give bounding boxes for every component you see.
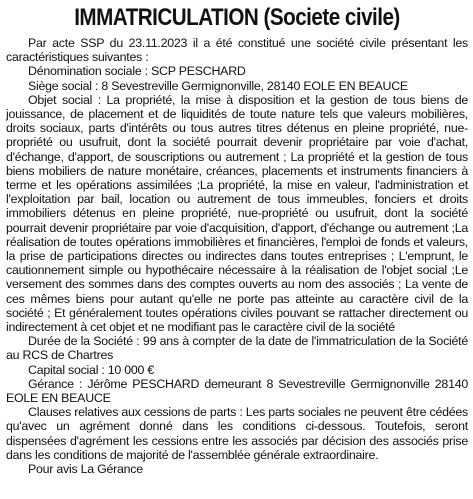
intro-paragraph: Par acte SSP du 23.11.2023 il a été constitué une société civile présentant les caractéristiques suivantes : (6, 36, 468, 65)
registered-office-line: Siège social : 8 Sevestreville Germignonville, 28140 EOLE EN BEAUCE (28, 78, 408, 93)
share-transfer-clause-paragraph: Clauses relatives aux cessions de parts : Les parts sociales ne peuvent être cédées qu'avec un agrément donné dans les conditions ci-dessous. Toutefois, seront dispensées d'agrément les cessions entre les associés par décision des associés prise dans les conditions de majorité de l'assemblée générale extraordinaire. (6, 405, 468, 462)
company-name-line: Dénomination sociale : SCP PESCHARD (28, 64, 246, 79)
notice-body (6, 36, 468, 476)
corporate-purpose-paragraph: Objet social : La propriété, la mise à disposition et la gestion de tous biens de jouissance, de placement et de liquidités de toute nature tels que valeurs mobilières, droits sociaux, parts d'intérêts ou tous autres titres détenus en pleine propriété, nue-propriété ou usufruit, dont la société pourrait devenir propriétaire par voie d'achat, d'échange, d'apport, de souscriptions ou autrement ; La propriété et la gestion de tous biens mobiliers de nature monétaire, créances, placements et instruments financiers à terme et les opérations assimilées ;La propriété, la mise en valeur, l'administration et l'exploitation par bail, location ou autrement de tous immeubles, fonciers et droits immobiliers détenus en pleine propriété, nue-propriété ou usufruit, dont la société pourrait devenir propriétaire par voie d'acquisition, d'apport, d'échange ou autrement ;La réalisation de toutes opérations immobilières et financières, l'emploi de fonds et valeurs, la prise de participations directes ou indirectes dans toutes entreprises ; L'emprunt, le cautionnement simple ou hypothécaire nécessaire à la réalisation de l'objet social ;Le versement des sommes dans des comptes ouverts au nom des associés ; La vente de ces mêmes biens pour autant qu'elle ne porte pas atteinte au caractère civil de la société ; Et généralement toutes opérations civiles pouvant se rattacher directement ou indirectement à cet objet et ne modifiant pas le caractère civil de la société (6, 92, 468, 335)
duration-paragraph: Durée de la Société : 99 ans à compter de la date de l'immatriculation de la Société au RCS de Chartres (6, 334, 468, 363)
share-capital-line: Capital social : 10 000 € (28, 362, 154, 377)
notice-title: IMMATRICULATION (Societe civile) (74, 4, 400, 31)
signature-line: Pour avis La Gérance (28, 462, 143, 477)
management-paragraph: Gérance : Jérôme PESCHARD demeurant 8 Sevestreville Germignonville 28140 EOLE EN BEAUCE (6, 376, 468, 406)
